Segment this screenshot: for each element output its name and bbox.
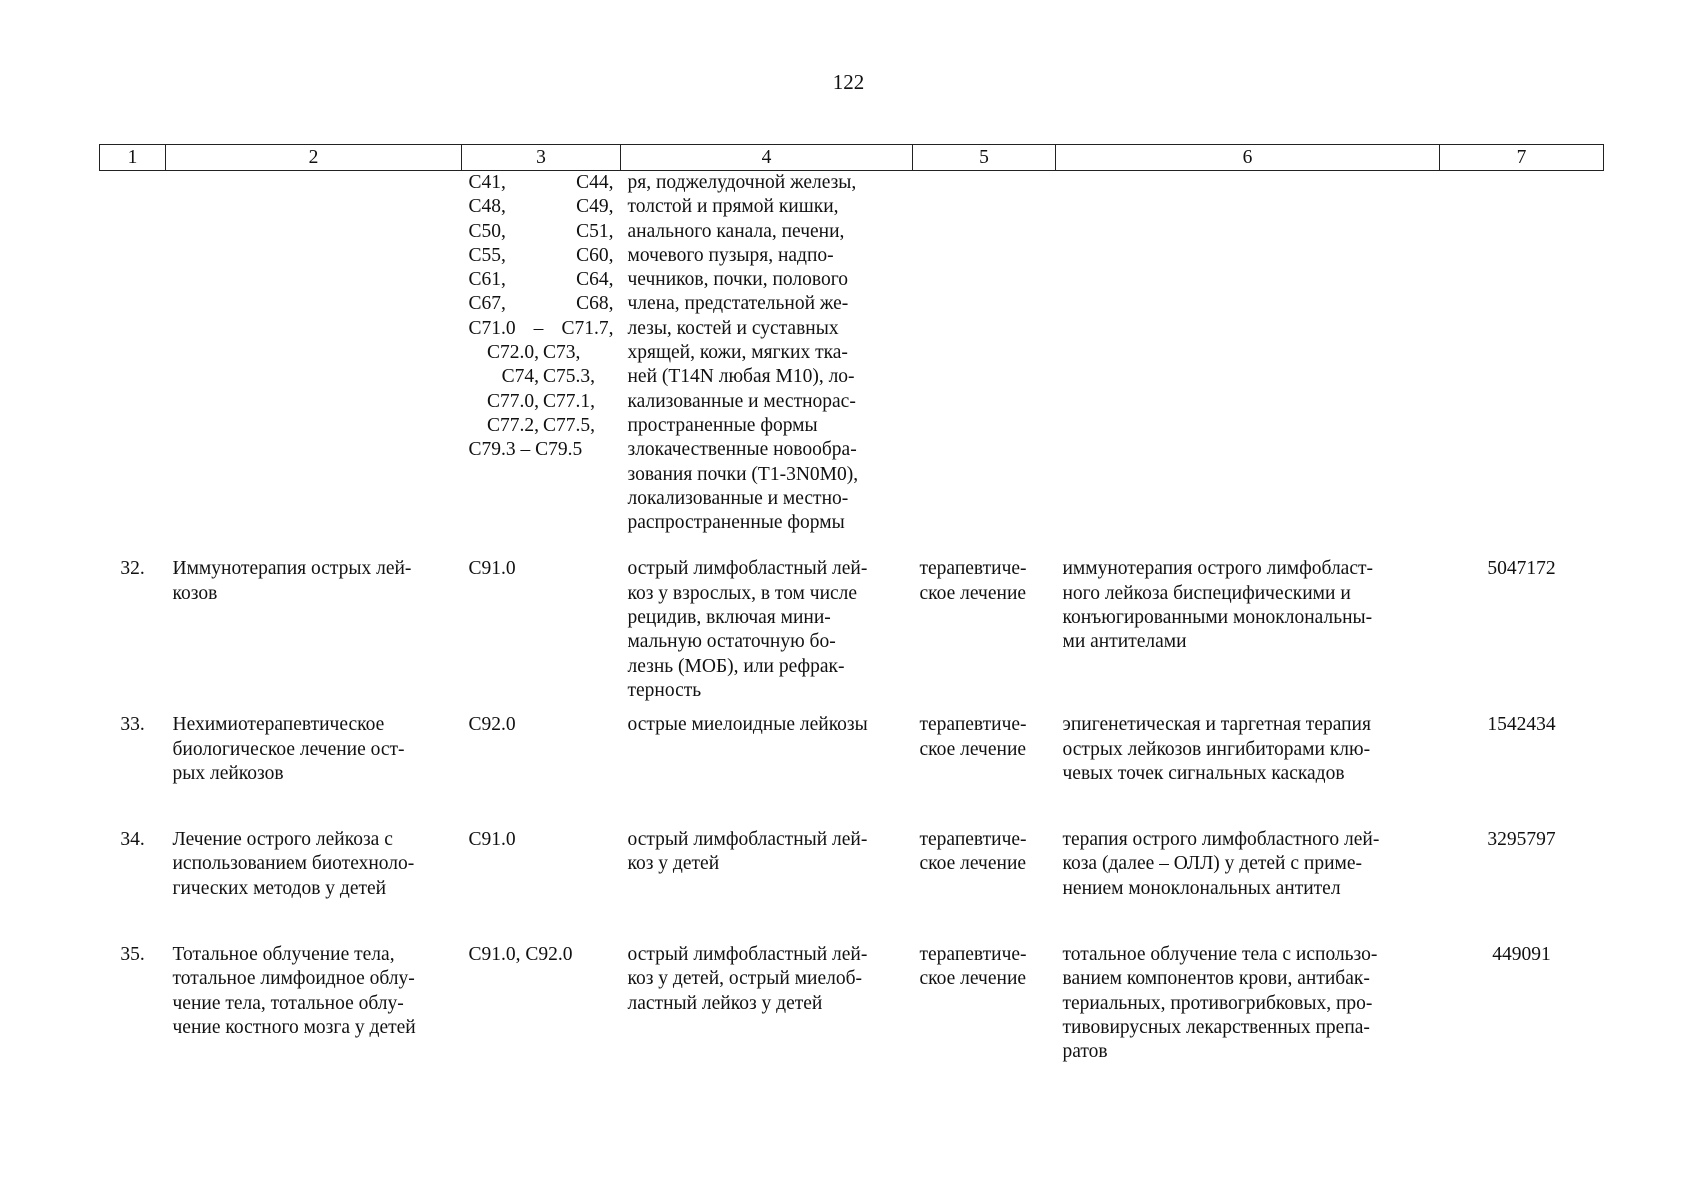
treatment-method-line: чевых точек сигнальных каскадов	[1062, 762, 1345, 784]
treatment-method-line: ратов	[1062, 1041, 1108, 1063]
cost-cell: 1542434	[1487, 714, 1556, 736]
treatment-type-cell	[913, 535, 1056, 703]
diagnosis-line: члена, предстательной же-	[627, 293, 849, 315]
service-name-line: козов	[172, 582, 218, 604]
treatment-type-cell	[913, 703, 1056, 786]
diagnosis-line: коз у взрослых, в том числе	[627, 582, 858, 604]
diagnosis-line: хрящей, кожи, мягких тка-	[627, 342, 848, 364]
icd-code: C77.2,	[486, 414, 539, 436]
diagnosis-line: острый лимфобластный лей-	[627, 944, 868, 966]
icd-code: C67,	[468, 293, 506, 315]
icd-codes-cell	[462, 171, 621, 536]
diagnosis-line: лезы, костей и суставных	[627, 317, 839, 339]
treatment-type-line: ское лечение	[919, 738, 1027, 760]
diagnosis-line: злокачественные новообра-	[627, 439, 857, 461]
column-header-4: 4	[621, 145, 913, 171]
icd-code: C68,	[576, 293, 614, 315]
treatment-method-line: эпигенетическая и таргетная терапия	[1062, 714, 1371, 736]
icd-code: C77.5,	[543, 414, 596, 436]
treatment-type-line: ское лечение	[919, 853, 1027, 875]
page-number: 122	[832, 70, 865, 94]
diagnosis-line: острый лимфобластный лей-	[627, 829, 868, 851]
icd-code: C71.0 – C71.7,	[468, 317, 614, 339]
treatment-method-line: терапия острого лимфобластного лей-	[1062, 829, 1380, 851]
icd-code: C73,	[543, 342, 581, 364]
icd-code: C72.0,	[486, 342, 539, 364]
service-name-line: гических методов у детей	[172, 877, 387, 899]
treatment-method-line: острых лейкозов ингибиторами клю-	[1062, 738, 1371, 760]
diagnosis-line: локализованные и местно-	[627, 487, 849, 509]
diagnosis-line: кализованные и местнорас-	[627, 390, 856, 412]
cost-cell: 449091	[1492, 944, 1551, 966]
table-row-continuation	[100, 171, 1604, 536]
icd-codes-cell: C91.0	[468, 829, 516, 851]
diagnosis-line: чечников, почки, полового	[627, 269, 848, 291]
column-header-2: 2	[166, 145, 462, 171]
diagnosis-cell	[621, 703, 913, 786]
treatment-type-cell	[913, 901, 1056, 1064]
diagnosis-line: мальную остаточную бо-	[627, 631, 836, 653]
column-header-5: 5	[913, 145, 1056, 171]
cost-cell: 5047172	[1487, 558, 1556, 580]
table-row	[100, 786, 1604, 901]
treatment-method-line: ного лейкоза биспецифическими и	[1062, 582, 1351, 604]
icd-code: C77.0,	[486, 390, 539, 412]
column-number-header	[100, 145, 1604, 171]
row-number: 33.	[120, 714, 145, 736]
table-row	[100, 535, 1604, 703]
service-name-line: использованием биотехноло-	[172, 853, 415, 875]
treatment-type-line: ское лечение	[919, 582, 1027, 604]
diagnosis-line: зования почки (T1-3N0M0),	[627, 463, 859, 485]
icd-code: C74,	[501, 366, 539, 388]
icd-codes-list	[469, 171, 614, 463]
treatment-method-line: тотальное облучение тела с использо-	[1062, 944, 1378, 966]
diagnosis-line: ней (T14N любая M10), ло-	[627, 366, 855, 388]
treatment-method-line: ванием компонентов крови, антибак-	[1062, 968, 1370, 990]
icd-codes-cell: C91.0, C92.0	[468, 944, 573, 966]
treatment-method-line: коза (далее – ОЛЛ) у детей с приме-	[1062, 853, 1363, 875]
service-name-line: чение костного мозга у детей	[172, 1016, 416, 1038]
service-name-line: Иммунотерапия острых лей-	[172, 558, 412, 580]
service-name-line: Тотальное облучение тела,	[172, 944, 395, 966]
column-header-3: 3	[462, 145, 621, 171]
service-name-cell	[166, 703, 462, 786]
icd-code: C60,	[576, 244, 614, 266]
icd-code: C75.3,	[543, 366, 596, 388]
treatment-method-cell	[1056, 786, 1440, 901]
icd-code: C48,	[468, 196, 506, 218]
diagnosis-line: рецидив, включая мини-	[627, 607, 831, 629]
services-table	[99, 144, 1604, 1065]
treatment-type-line: терапевтиче-	[919, 829, 1027, 851]
diagnosis-line: мочевого пузыря, надпо-	[627, 244, 834, 266]
diagnosis-line: острые миелоидные лейкозы	[627, 714, 868, 736]
treatment-type-line: терапевтиче-	[919, 944, 1027, 966]
icd-code: C49,	[576, 196, 614, 218]
icd-code: C55,	[468, 244, 506, 266]
diagnosis-cell	[621, 786, 913, 901]
service-name-cell	[166, 786, 462, 901]
diagnosis-line: пространенные формы	[627, 414, 818, 436]
diagnosis-line: толстой и прямой кишки,	[627, 196, 839, 218]
treatment-method-line: териальных, противогрибковых, про-	[1062, 992, 1373, 1014]
treatment-type-line: ское лечение	[919, 968, 1027, 990]
treatment-method-line: тивовирусных лекарственных препа-	[1062, 1016, 1370, 1038]
row-number: 32.	[120, 558, 145, 580]
diagnosis-line: лезнь (МОБ), или рефрак-	[627, 655, 845, 677]
treatment-method-cell	[1056, 901, 1440, 1064]
treatment-method-cell	[1056, 703, 1440, 786]
icd-code: C41,	[468, 172, 506, 193]
service-name-line: рых лейкозов	[172, 762, 284, 784]
icd-codes-cell: C91.0	[468, 558, 516, 580]
icd-code: C77.1,	[543, 390, 596, 412]
treatment-method-line: конъюгированными моноклональны-	[1062, 607, 1373, 629]
diagnosis-line: распространенные формы	[627, 512, 845, 534]
service-name-cell	[166, 535, 462, 703]
diagnosis-line: анального канала, печени,	[627, 220, 845, 242]
treatment-method-line: нением моноклональных антител	[1062, 877, 1341, 899]
diagnosis-line: ластный лейкоз у детей	[627, 992, 823, 1014]
treatment-method-line: ми антителами	[1062, 631, 1187, 653]
diagnosis-line: ря, поджелудочной железы,	[627, 172, 857, 193]
service-name-line: Нехимиотерапевтическое	[172, 714, 385, 736]
diagnosis-line: коз у детей	[627, 853, 720, 875]
column-header-7: 7	[1440, 145, 1604, 171]
service-name-line: Лечение острого лейкоза с	[172, 829, 393, 851]
table-row	[100, 703, 1604, 786]
icd-code: C44,	[576, 172, 614, 193]
icd-code: C51,	[576, 220, 614, 242]
column-header-6: 6	[1056, 145, 1440, 171]
icd-code: C64,	[576, 269, 614, 291]
icd-codes-cell: C92.0	[468, 714, 516, 736]
diagnosis-line: острый лимфобластный лей-	[627, 558, 868, 580]
diagnosis-cell	[621, 171, 913, 536]
service-name-line: тотальное лимфоидное облу-	[172, 968, 415, 990]
service-name-line: чение тела, тотальное облу-	[172, 992, 404, 1014]
cost-cell: 3295797	[1487, 829, 1556, 851]
diagnosis-cell	[621, 535, 913, 703]
icd-code: C50,	[468, 220, 506, 242]
treatment-method-cell	[1056, 535, 1440, 703]
icd-code: C61,	[468, 269, 506, 291]
treatment-type-cell	[913, 786, 1056, 901]
service-name-cell	[166, 901, 462, 1064]
service-name-line: биологическое лечение ост-	[172, 738, 405, 760]
table-row	[100, 901, 1604, 1064]
row-number: 35.	[120, 944, 145, 966]
column-header-1: 1	[100, 145, 166, 171]
diagnosis-cell	[621, 901, 913, 1064]
treatment-type-line: терапевтиче-	[919, 558, 1027, 580]
icd-code: C79.3 – C79.5	[468, 439, 583, 461]
diagnosis-line: терность	[627, 679, 702, 701]
treatment-method-line: иммунотерапия острого лимфобласт-	[1062, 558, 1374, 580]
treatment-type-line: терапевтиче-	[919, 714, 1027, 736]
row-number: 34.	[120, 829, 145, 851]
diagnosis-line: коз у детей, острый миелоб-	[627, 968, 863, 990]
